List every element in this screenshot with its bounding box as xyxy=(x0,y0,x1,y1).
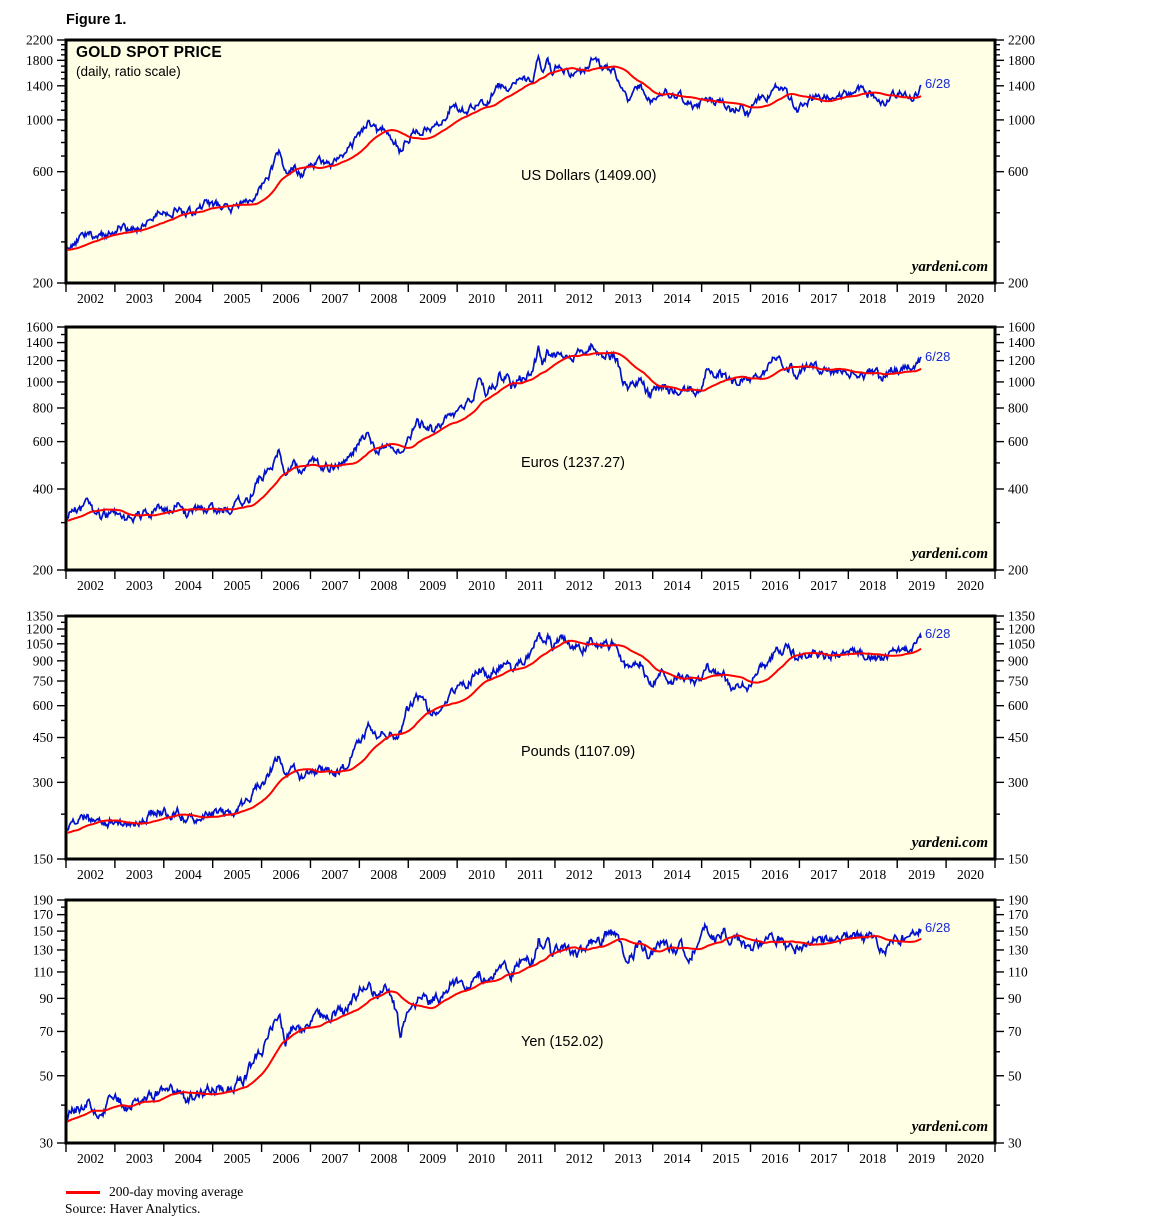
legend xyxy=(66,1184,243,1200)
svg-text:2019: 2019 xyxy=(908,291,936,306)
svg-text:2004: 2004 xyxy=(174,867,202,882)
svg-text:2007: 2007 xyxy=(321,578,349,593)
svg-text:170: 170 xyxy=(1008,907,1029,923)
svg-text:1000: 1000 xyxy=(1008,112,1035,128)
source-note: Source: Haver Analytics. xyxy=(65,1201,201,1216)
svg-text:110: 110 xyxy=(1008,964,1028,980)
svg-text:2014: 2014 xyxy=(663,867,691,882)
svg-text:2015: 2015 xyxy=(712,291,740,306)
svg-text:2006: 2006 xyxy=(272,1151,300,1166)
svg-text:1400: 1400 xyxy=(26,335,53,351)
eur-series-label: Euros (1237.27) xyxy=(521,455,625,471)
svg-text:2007: 2007 xyxy=(321,867,349,882)
svg-text:2018: 2018 xyxy=(859,578,887,593)
svg-text:2016: 2016 xyxy=(761,1151,789,1166)
svg-text:2019: 2019 xyxy=(908,1151,936,1166)
usd-last-date-annotation: 6/28 xyxy=(925,76,951,91)
svg-text:30: 30 xyxy=(39,1135,53,1151)
svg-text:750: 750 xyxy=(32,673,53,689)
svg-text:2019: 2019 xyxy=(908,867,936,882)
svg-text:2010: 2010 xyxy=(468,1151,496,1166)
svg-text:1000: 1000 xyxy=(26,112,53,128)
svg-text:2014: 2014 xyxy=(663,291,691,306)
svg-text:300: 300 xyxy=(32,774,53,790)
svg-text:50: 50 xyxy=(1008,1068,1022,1084)
svg-text:2015: 2015 xyxy=(712,1151,740,1166)
svg-text:2006: 2006 xyxy=(272,578,300,593)
svg-text:900: 900 xyxy=(1008,653,1029,669)
svg-text:400: 400 xyxy=(32,481,53,497)
svg-text:200: 200 xyxy=(32,562,53,578)
svg-text:2002: 2002 xyxy=(76,867,104,882)
figure-label: Figure 1. xyxy=(66,12,127,28)
svg-text:2012: 2012 xyxy=(565,1151,593,1166)
eur-last-date-annotation: 6/28 xyxy=(925,349,951,364)
chart-subtitle: (daily, ratio scale) xyxy=(76,64,181,79)
svg-text:1200: 1200 xyxy=(26,353,53,369)
svg-text:1200: 1200 xyxy=(1008,353,1035,369)
svg-text:2003: 2003 xyxy=(125,867,153,882)
svg-text:1350: 1350 xyxy=(1008,608,1035,624)
watermark-gbp: yardeni.com xyxy=(911,835,988,851)
svg-text:2004: 2004 xyxy=(174,1151,202,1166)
svg-text:600: 600 xyxy=(1008,698,1029,714)
svg-text:2020: 2020 xyxy=(957,867,985,882)
svg-text:2017: 2017 xyxy=(810,291,838,306)
svg-text:2002: 2002 xyxy=(76,291,104,306)
svg-text:2013: 2013 xyxy=(614,867,642,882)
x-tick-labels xyxy=(77,291,984,306)
x-tick-labels xyxy=(77,867,984,882)
svg-text:2008: 2008 xyxy=(370,867,398,882)
x-tick-labels xyxy=(77,1151,984,1166)
svg-text:300: 300 xyxy=(1008,774,1029,790)
svg-text:2200: 2200 xyxy=(1008,32,1035,48)
svg-text:150: 150 xyxy=(32,923,53,939)
svg-text:2017: 2017 xyxy=(810,867,838,882)
svg-text:50: 50 xyxy=(39,1068,53,1084)
svg-text:2004: 2004 xyxy=(174,291,202,306)
svg-text:1350: 1350 xyxy=(26,608,53,624)
svg-text:2009: 2009 xyxy=(419,867,447,882)
svg-text:2009: 2009 xyxy=(419,291,447,306)
jpy-last-date-annotation: 6/28 xyxy=(925,920,951,935)
svg-text:1600: 1600 xyxy=(1008,319,1035,335)
watermark-eur: yardeni.com xyxy=(911,546,988,562)
svg-text:2018: 2018 xyxy=(859,291,887,306)
svg-text:150: 150 xyxy=(32,851,53,867)
svg-text:600: 600 xyxy=(32,434,53,450)
svg-text:2003: 2003 xyxy=(125,291,153,306)
svg-text:2003: 2003 xyxy=(125,578,153,593)
svg-text:2019: 2019 xyxy=(908,578,936,593)
svg-text:70: 70 xyxy=(39,1023,53,1039)
svg-text:2011: 2011 xyxy=(517,1151,544,1166)
svg-text:1800: 1800 xyxy=(26,52,53,68)
svg-text:200: 200 xyxy=(1008,562,1029,578)
svg-text:2011: 2011 xyxy=(517,578,544,593)
svg-text:2018: 2018 xyxy=(859,867,887,882)
svg-text:2014: 2014 xyxy=(663,1151,691,1166)
svg-text:110: 110 xyxy=(33,964,53,980)
svg-text:2010: 2010 xyxy=(468,867,496,882)
svg-text:2013: 2013 xyxy=(614,1151,642,1166)
svg-text:750: 750 xyxy=(1008,673,1029,689)
svg-text:600: 600 xyxy=(1008,434,1029,450)
svg-text:2008: 2008 xyxy=(370,291,398,306)
svg-text:1800: 1800 xyxy=(1008,52,1035,68)
svg-text:2020: 2020 xyxy=(957,1151,985,1166)
svg-text:800: 800 xyxy=(1008,400,1029,416)
x-tick-labels xyxy=(77,578,984,593)
svg-text:2016: 2016 xyxy=(761,291,789,306)
svg-text:2009: 2009 xyxy=(419,1151,447,1166)
svg-text:2016: 2016 xyxy=(761,578,789,593)
svg-text:1400: 1400 xyxy=(1008,78,1035,94)
gbp-last-date-annotation: 6/28 xyxy=(925,626,951,641)
svg-text:90: 90 xyxy=(39,990,53,1006)
jpy-series-label: Yen (152.02) xyxy=(521,1034,604,1050)
svg-text:90: 90 xyxy=(1008,990,1022,1006)
svg-text:2010: 2010 xyxy=(468,291,496,306)
svg-text:2012: 2012 xyxy=(565,578,593,593)
svg-text:2020: 2020 xyxy=(957,578,985,593)
svg-text:800: 800 xyxy=(32,400,53,416)
svg-text:600: 600 xyxy=(32,698,53,714)
gbp-series-label: Pounds (1107.09) xyxy=(521,744,636,760)
svg-text:2018: 2018 xyxy=(859,1151,887,1166)
svg-text:1400: 1400 xyxy=(26,78,53,94)
svg-text:2017: 2017 xyxy=(810,578,838,593)
svg-text:2012: 2012 xyxy=(565,291,593,306)
svg-text:900: 900 xyxy=(32,653,53,669)
svg-text:2008: 2008 xyxy=(370,578,398,593)
svg-text:1050: 1050 xyxy=(26,636,53,652)
svg-text:170: 170 xyxy=(32,907,53,923)
svg-text:2016: 2016 xyxy=(761,867,789,882)
svg-text:2002: 2002 xyxy=(76,1151,104,1166)
svg-text:2005: 2005 xyxy=(223,1151,251,1166)
watermark-jpy: yardeni.com xyxy=(911,1119,988,1135)
svg-text:2005: 2005 xyxy=(223,291,251,306)
svg-text:70: 70 xyxy=(1008,1023,1022,1039)
ma-line-swatch xyxy=(66,1191,100,1194)
svg-text:2005: 2005 xyxy=(223,578,251,593)
svg-text:30: 30 xyxy=(1008,1135,1022,1151)
svg-text:600: 600 xyxy=(1008,164,1029,180)
svg-text:2014: 2014 xyxy=(663,578,691,593)
svg-text:130: 130 xyxy=(1008,942,1029,958)
svg-text:2017: 2017 xyxy=(810,1151,838,1166)
chart-panel-3 xyxy=(33,893,1029,1167)
chart-title: GOLD SPOT PRICE xyxy=(76,44,222,61)
svg-text:190: 190 xyxy=(1008,892,1029,908)
svg-text:2009: 2009 xyxy=(419,578,447,593)
svg-text:130: 130 xyxy=(32,942,53,958)
svg-text:200: 200 xyxy=(32,275,53,291)
svg-text:1200: 1200 xyxy=(26,621,53,637)
svg-text:2006: 2006 xyxy=(272,867,300,882)
watermark-usd: yardeni.com xyxy=(911,259,988,275)
svg-text:2011: 2011 xyxy=(517,291,544,306)
svg-text:2011: 2011 xyxy=(517,867,544,882)
svg-text:2002: 2002 xyxy=(76,578,104,593)
svg-text:450: 450 xyxy=(32,730,53,745)
svg-text:2012: 2012 xyxy=(565,867,593,882)
plot-area xyxy=(66,40,995,283)
ma-legend-label: 200-day moving average xyxy=(109,1184,244,1199)
usd-series-label: US Dollars (1409.00) xyxy=(521,168,657,184)
svg-text:2015: 2015 xyxy=(712,578,740,593)
svg-text:2013: 2013 xyxy=(614,578,642,593)
svg-text:150: 150 xyxy=(1008,851,1029,867)
svg-text:1200: 1200 xyxy=(1008,621,1035,637)
svg-text:2010: 2010 xyxy=(468,578,496,593)
svg-text:150: 150 xyxy=(1008,923,1029,939)
svg-text:600: 600 xyxy=(32,164,53,180)
svg-text:2007: 2007 xyxy=(321,1151,349,1166)
svg-text:200: 200 xyxy=(1008,275,1029,291)
svg-text:400: 400 xyxy=(1008,481,1029,497)
svg-text:450: 450 xyxy=(1008,730,1029,745)
svg-text:1400: 1400 xyxy=(1008,335,1035,351)
svg-text:1000: 1000 xyxy=(26,374,53,390)
svg-text:190: 190 xyxy=(32,892,53,908)
svg-text:2006: 2006 xyxy=(272,291,300,306)
svg-text:1000: 1000 xyxy=(1008,374,1035,390)
svg-text:1600: 1600 xyxy=(26,319,53,335)
svg-text:2020: 2020 xyxy=(957,291,985,306)
svg-text:2004: 2004 xyxy=(174,578,202,593)
svg-text:2200: 2200 xyxy=(26,32,53,48)
svg-text:2015: 2015 xyxy=(712,867,740,882)
plot-area xyxy=(66,327,995,570)
svg-text:2008: 2008 xyxy=(370,1151,398,1166)
svg-text:2007: 2007 xyxy=(321,291,349,306)
svg-text:2003: 2003 xyxy=(125,1151,153,1166)
svg-text:1050: 1050 xyxy=(1008,636,1035,652)
svg-text:2013: 2013 xyxy=(614,291,642,306)
svg-text:2005: 2005 xyxy=(223,867,251,882)
